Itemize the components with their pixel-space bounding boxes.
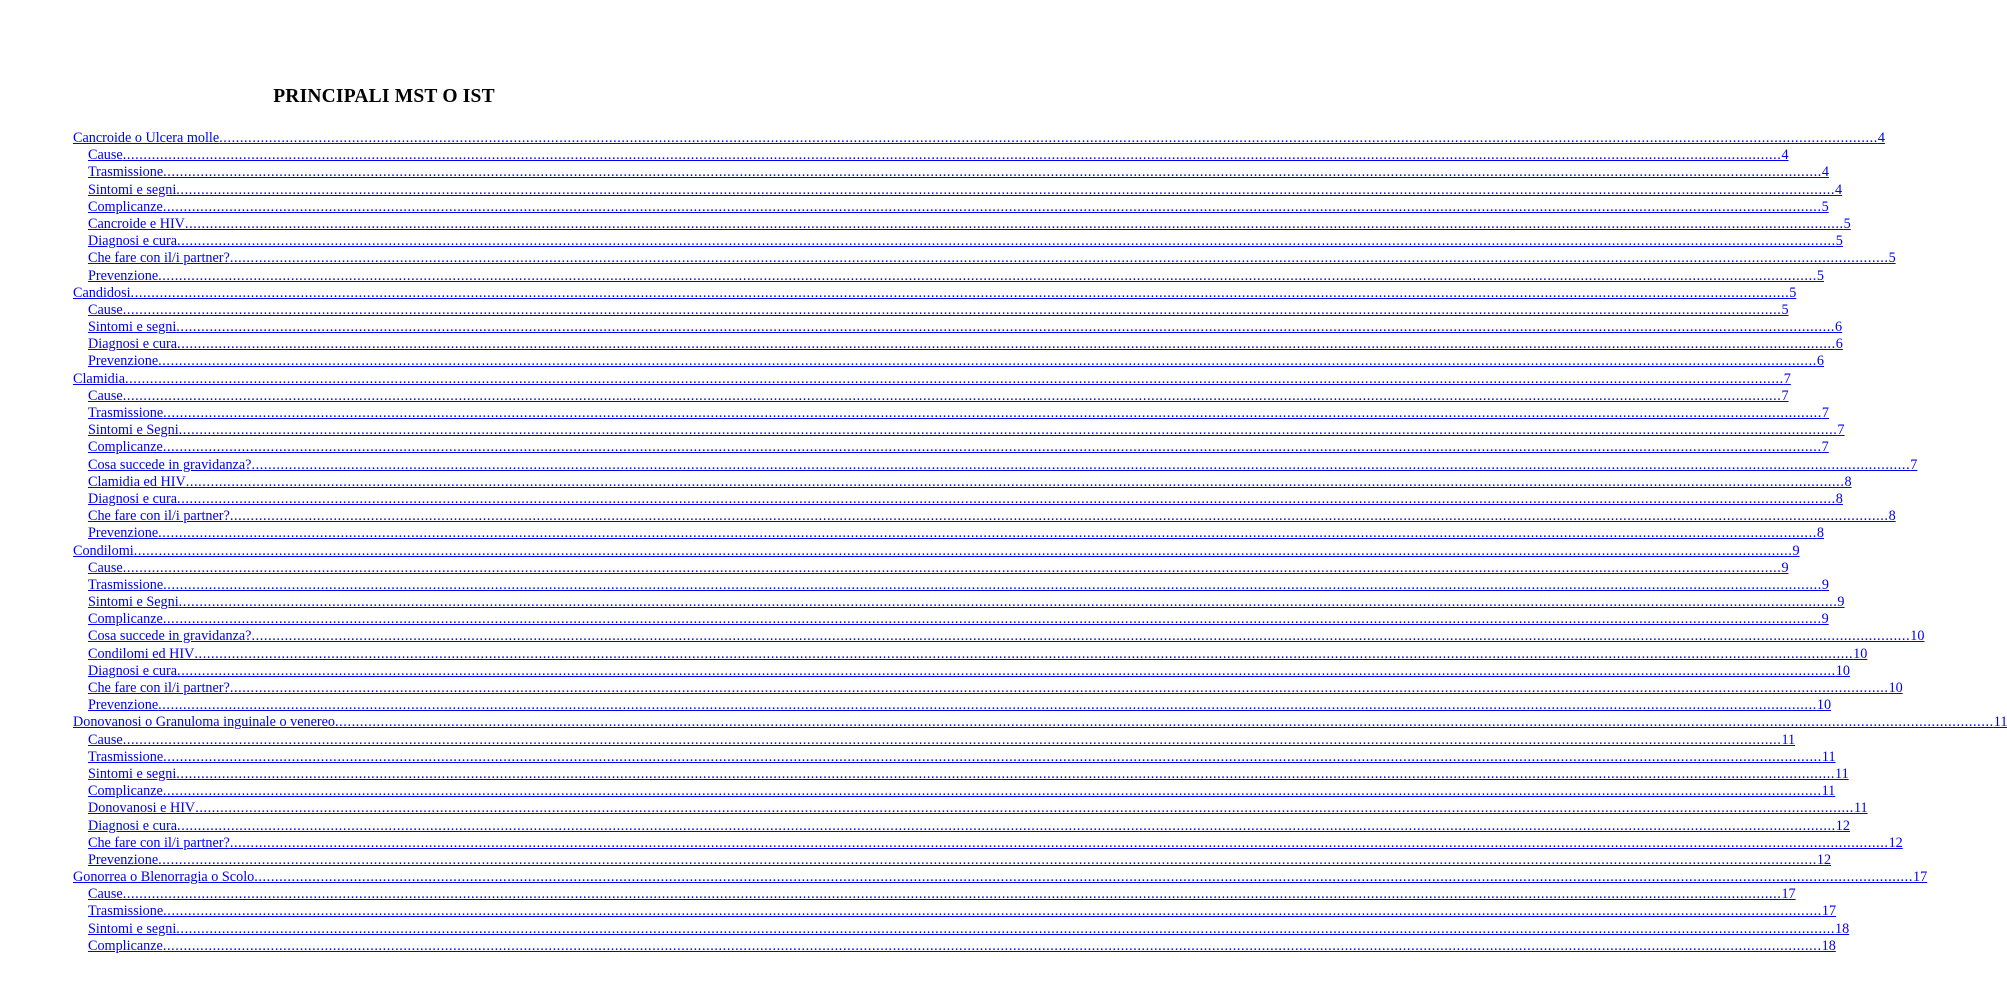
toc-page-number: 7 xyxy=(1783,370,1791,387)
toc-dot-leader: ................................................................................................................................................................................................................................................................................................................................................................................................................ xyxy=(178,422,1838,439)
toc-page-number: 5 xyxy=(1789,284,1797,301)
toc-section-link[interactable] xyxy=(73,834,1903,852)
toc-page-number: 8 xyxy=(1816,525,1824,542)
toc-page-number: 10 xyxy=(1853,645,1868,662)
toc-page-number: 9 xyxy=(1781,559,1789,576)
toc-section-link[interactable] xyxy=(73,920,1850,938)
toc-entry-label: Che fare con il/i partner? xyxy=(88,508,230,525)
toc-dot-leader: ................................................................................................................................................................................................................................................................................................................................................................................................................ xyxy=(177,662,1836,679)
toc-entry-label: Cancroide e HIV xyxy=(88,215,185,232)
toc-dot-leader: ................................................................................................................................................................................................................................................................................................................................................................................................................ xyxy=(122,147,1782,164)
toc-entry-label: Cause xyxy=(88,387,123,404)
toc-page-number: 12 xyxy=(1835,817,1850,834)
toc-dot-leader: ................................................................................................................................................................................................................................................................................................................................................................................................................ xyxy=(251,628,1911,645)
toc-page-number: 9 xyxy=(1821,611,1829,628)
toc-entry-label: Sintomi e segni xyxy=(88,765,177,782)
toc-page-number: 11 xyxy=(1835,765,1849,782)
toc-section-link[interactable] xyxy=(73,886,1796,903)
toc-entry-label: Trasmissione xyxy=(88,576,164,593)
page-title: PRINCIPALI MST O IST xyxy=(273,86,495,107)
toc-dot-leader: ................................................................................................................................................................................................................................................................................................................................................................................................................ xyxy=(229,508,1889,525)
toc-page-number: 17 xyxy=(1781,886,1796,903)
toc-dot-leader: ................................................................................................................................................................................................................................................................................................................................................................................................................ xyxy=(176,920,1836,937)
toc-page-number: 18 xyxy=(1821,937,1836,954)
toc-dot-leader: ................................................................................................................................................................................................................................................................................................................................................................................................................ xyxy=(229,250,1889,267)
toc-section-link[interactable] xyxy=(73,250,1896,267)
toc-entry-label: Sintomi e segni xyxy=(88,920,177,937)
toc-entry-label: Che fare con il/i partner? xyxy=(88,250,230,267)
toc-chapter-link[interactable] xyxy=(73,542,1800,560)
toc-section-link[interactable] xyxy=(73,525,1824,542)
toc-page-number: 9 xyxy=(1821,576,1829,593)
toc-section-link[interactable] xyxy=(73,456,1918,474)
toc-dot-leader: ................................................................................................................................................................................................................................................................................................................................................................................................................ xyxy=(162,198,1822,215)
toc-page-number: 9 xyxy=(1792,542,1800,559)
toc-section-link[interactable] xyxy=(73,576,1829,594)
toc-entry-label: Cosa succede in gravidanza? xyxy=(88,456,252,473)
toc-entry-label: Prevenzione xyxy=(88,267,159,284)
toc-dot-leader: ................................................................................................................................................................................................................................................................................................................................................................................................................ xyxy=(229,834,1889,851)
toc-entry-label: Prevenzione xyxy=(88,525,159,542)
toc-section-link[interactable] xyxy=(73,903,1837,920)
toc-section-link[interactable] xyxy=(73,319,1843,336)
toc-dot-leader: ................................................................................................................................................................................................................................................................................................................................................................................................................ xyxy=(335,714,1994,731)
toc-section-link[interactable] xyxy=(73,748,1836,766)
toc-entry-label: Diagnosi e cura xyxy=(88,817,178,834)
toc-dot-leader: ................................................................................................................................................................................................................................................................................................................................................................................................................ xyxy=(158,353,1817,370)
toc-dot-leader: ................................................................................................................................................................................................................................................................................................................................................................................................................ xyxy=(122,559,1782,576)
toc-dot-leader: ................................................................................................................................................................................................................................................................................................................................................................................................................ xyxy=(163,164,1822,181)
toc-dot-leader: ................................................................................................................................................................................................................................................................................................................................................................................................................ xyxy=(130,284,1790,301)
toc-entry-label: Clamidia xyxy=(73,370,126,387)
toc-page-number: 7 xyxy=(1837,422,1845,439)
toc-section-link[interactable] xyxy=(73,697,1832,714)
toc-entry-label: Cause xyxy=(88,301,123,318)
toc-dot-leader: ................................................................................................................................................................................................................................................................................................................................................................................................................ xyxy=(158,851,1817,868)
toc-page-number: 10 xyxy=(1888,680,1903,696)
toc-dot-leader: ................................................................................................................................................................................................................................................................................................................................................................................................................ xyxy=(158,525,1817,542)
toc-dot-leader: ................................................................................................................................................................................................................................................................................................................................................................................................................ xyxy=(251,456,1911,473)
toc-page-number: 11 xyxy=(1853,800,1868,817)
toc-section-link[interactable] xyxy=(73,817,1850,835)
toc-entry-label: Cosa succede in gravidanza? xyxy=(88,628,252,645)
toc-entry-label: Diagnosi e cura xyxy=(88,233,178,250)
toc-page-number: 11 xyxy=(1781,731,1796,748)
toc-entry-label: Candidosi xyxy=(73,284,131,301)
toc-entry-label: Complicanze xyxy=(88,937,163,954)
toc-entry-label: Trasmissione xyxy=(88,903,164,920)
toc-entry-label: Trasmissione xyxy=(88,405,164,421)
toc-dot-leader: ................................................................................................................................................................................................................................................................................................................................................................................................................ xyxy=(158,267,1817,284)
toc-section-link[interactable] xyxy=(73,336,1843,353)
toc-chapter-link[interactable] xyxy=(73,130,1885,147)
toc-page-number: 8 xyxy=(1835,490,1843,507)
toc-entry-label: Sintomi e segni xyxy=(88,319,177,336)
toc-page-number: 4 xyxy=(1781,147,1789,164)
toc-entry-label: Donovanosi o Granuloma inguinale o venereo xyxy=(73,714,336,731)
toc-dot-leader: ................................................................................................................................................................................................................................................................................................................................................................................................................ xyxy=(162,937,1822,954)
toc-dot-leader: ................................................................................................................................................................................................................................................................................................................................................................................................................ xyxy=(125,370,1784,387)
toc-section-link[interactable] xyxy=(73,851,1832,869)
toc-entry-label: Complicanze xyxy=(88,439,163,456)
toc-entry-label: Cause xyxy=(88,886,123,903)
toc-section-link[interactable] xyxy=(73,765,1849,783)
toc-entry-label: Prevenzione xyxy=(88,697,159,714)
toc-page-number: 11 xyxy=(1821,748,1836,765)
toc-entry-label: Trasmissione xyxy=(88,164,164,181)
toc-entry-label: Sintomi e segni xyxy=(88,181,177,198)
toc-dot-leader: ................................................................................................................................................................................................................................................................................................................................................................................................................ xyxy=(195,800,1854,817)
toc-page-number: 5 xyxy=(1888,250,1896,267)
toc-page-number: 9 xyxy=(1837,594,1845,611)
toc-section-link[interactable] xyxy=(73,233,1843,250)
toc-section-link[interactable] xyxy=(73,267,1824,285)
toc-dot-leader: ................................................................................................................................................................................................................................................................................................................................................................................................................ xyxy=(158,697,1817,714)
toc-dot-leader: ................................................................................................................................................................................................................................................................................................................................................................................................................ xyxy=(163,748,1822,765)
toc-section-link[interactable] xyxy=(73,731,1796,749)
toc-entry-label: Cause xyxy=(88,559,123,576)
toc-entry-label: Cause xyxy=(88,731,123,748)
toc-dot-leader: ................................................................................................................................................................................................................................................................................................................................................................................................................ xyxy=(254,869,1913,886)
toc-section-link[interactable] xyxy=(73,405,1829,422)
toc-section-link[interactable] xyxy=(73,783,1836,800)
toc-entry-label: Che fare con il/i partner? xyxy=(88,834,230,851)
toc-page-number: 7 xyxy=(1821,405,1829,421)
toc-section-link[interactable] xyxy=(73,353,1824,370)
toc-section-link[interactable] xyxy=(73,198,1829,216)
toc-dot-leader: ................................................................................................................................................................................................................................................................................................................................................................................................................ xyxy=(185,473,1845,490)
toc-section-link[interactable] xyxy=(73,800,1868,817)
toc-dot-leader: ................................................................................................................................................................................................................................................................................................................................................................................................................ xyxy=(122,886,1782,903)
toc-dot-leader: ................................................................................................................................................................................................................................................................................................................................................................................................................ xyxy=(176,319,1836,336)
toc-page-number: 5 xyxy=(1821,198,1829,215)
toc-page-number: 17 xyxy=(1912,869,1928,886)
toc-dot-leader: ................................................................................................................................................................................................................................................................................................................................................................................................................ xyxy=(163,405,1822,421)
toc-dot-leader: ................................................................................................................................................................................................................................................................................................................................................................................................................ xyxy=(162,611,1822,628)
toc-page-number: 6 xyxy=(1816,353,1824,370)
toc-page-number: 6 xyxy=(1835,319,1843,336)
toc-dot-leader: ................................................................................................................................................................................................................................................................................................................................................................................................................ xyxy=(163,903,1822,920)
toc-page-number: 8 xyxy=(1888,508,1896,525)
toc-section-link[interactable] xyxy=(73,611,1829,628)
toc-chapter-link[interactable] xyxy=(73,869,1928,886)
toc-chapter-link[interactable] xyxy=(73,370,1791,388)
toc-entry-label: Condilomi xyxy=(73,542,134,559)
toc-section-link[interactable] xyxy=(73,559,1789,577)
toc-dot-leader: ................................................................................................................................................................................................................................................................................................................................................................................................................ xyxy=(177,817,1836,834)
toc-section-link[interactable] xyxy=(73,439,1829,456)
toc-section-link[interactable] xyxy=(73,662,1850,680)
toc-page-number: 5 xyxy=(1816,267,1824,284)
toc-dot-leader: ................................................................................................................................................................................................................................................................................................................................................................................................................ xyxy=(163,576,1822,593)
toc-entry-label: Gonorrea o Blenorragia o Scolo xyxy=(73,869,255,886)
toc-section-link[interactable] xyxy=(73,422,1845,439)
toc-entry-label: Sintomi e Segni xyxy=(88,594,179,611)
toc-dot-leader: ................................................................................................................................................................................................................................................................................................................................................................................................................ xyxy=(122,301,1782,318)
toc-dot-leader: ................................................................................................................................................................................................................................................................................................................................................................................................................ xyxy=(219,130,1878,146)
toc-section-link[interactable] xyxy=(73,645,1868,663)
toc-entry-label: Cause xyxy=(88,147,123,164)
toc-page-number: 7 xyxy=(1781,387,1789,404)
toc-entry-label: Complicanze xyxy=(88,198,163,215)
toc-entry-label: Clamidia ed HIV xyxy=(88,473,186,490)
toc-dot-leader: ................................................................................................................................................................................................................................................................................................................................................................................................................ xyxy=(176,181,1836,198)
toc-entry-label: Donovanosi e HIV xyxy=(88,800,196,817)
toc-page-number: 11 xyxy=(1821,783,1836,800)
toc-entry-label: Diagnosi e cura xyxy=(88,336,178,353)
toc-dot-leader: ................................................................................................................................................................................................................................................................................................................................................................................................................ xyxy=(162,783,1822,800)
toc-dot-leader: ................................................................................................................................................................................................................................................................................................................................................................................................................ xyxy=(176,765,1836,782)
toc-chapter-link[interactable] xyxy=(73,284,1797,302)
toc-page-number: 5 xyxy=(1843,215,1851,232)
toc-page-number: 11 xyxy=(1993,714,2007,731)
toc-section-link[interactable] xyxy=(73,473,1852,491)
toc-section-link[interactable] xyxy=(73,164,1829,181)
toc-entry-label: Prevenzione xyxy=(88,353,159,370)
toc-section-link[interactable] xyxy=(73,594,1845,611)
toc-section-link[interactable] xyxy=(73,937,1836,955)
toc-page-number: 17 xyxy=(1821,903,1837,920)
toc-section-link[interactable] xyxy=(73,680,1903,697)
toc-page-number: 10 xyxy=(1910,628,1925,645)
toc-section-link[interactable] xyxy=(73,628,1925,645)
toc-dot-leader: ................................................................................................................................................................................................................................................................................................................................................................................................................ xyxy=(194,645,1854,662)
toc-entry-label: Complicanze xyxy=(88,611,163,628)
toc-page-number: 8 xyxy=(1844,473,1852,490)
toc-entry-label: Diagnosi e cura xyxy=(88,662,178,679)
toc-entry-label: Complicanze xyxy=(88,783,163,800)
toc-dot-leader: ................................................................................................................................................................................................................................................................................................................................................................................................................ xyxy=(184,215,1844,232)
toc-page-number: 10 xyxy=(1816,697,1832,714)
toc-dot-leader: ................................................................................................................................................................................................................................................................................................................................................................................................................ xyxy=(177,336,1836,353)
toc-section-link[interactable] xyxy=(73,301,1789,319)
toc-page-number: 5 xyxy=(1835,233,1843,250)
toc-chapter-link[interactable] xyxy=(73,714,2007,731)
toc-section-link[interactable] xyxy=(73,147,1789,164)
toc-dot-leader: ................................................................................................................................................................................................................................................................................................................................................................................................................ xyxy=(122,387,1782,404)
toc-entry-label: Trasmissione xyxy=(88,748,164,765)
toc-page-number: 4 xyxy=(1821,164,1829,181)
toc-entry-label: Prevenzione xyxy=(88,851,159,868)
toc-page-number: 6 xyxy=(1835,336,1843,353)
toc-entry-label: Che fare con il/i partner? xyxy=(88,680,230,696)
toc-dot-leader: ................................................................................................................................................................................................................................................................................................................................................................................................................ xyxy=(177,490,1836,507)
toc-section-link[interactable] xyxy=(73,387,1789,405)
toc-entry-label: Diagnosi e cura xyxy=(88,490,178,507)
toc-dot-leader: ................................................................................................................................................................................................................................................................................................................................................................................................................ xyxy=(133,542,1793,559)
toc-page-number: 7 xyxy=(1821,439,1829,456)
toc-page-number: 7 xyxy=(1910,456,1918,473)
toc-page-number: 12 xyxy=(1888,834,1903,851)
toc-section-link[interactable] xyxy=(73,215,1851,233)
toc-dot-leader: ................................................................................................................................................................................................................................................................................................................................................................................................................ xyxy=(162,439,1822,456)
toc-section-link[interactable] xyxy=(73,508,1896,525)
toc-entry-label: Sintomi e Segni xyxy=(88,422,179,439)
toc-dot-leader: ................................................................................................................................................................................................................................................................................................................................................................................................................ xyxy=(229,680,1889,696)
toc-entry-label: Cancroide o Ulcera molle xyxy=(73,130,220,146)
toc-dot-leader: ................................................................................................................................................................................................................................................................................................................................................................................................................ xyxy=(177,233,1836,250)
toc-section-link[interactable] xyxy=(73,181,1843,199)
toc-section-link[interactable] xyxy=(73,490,1843,508)
toc-entry-label: Condilomi ed HIV xyxy=(88,645,195,662)
toc-dot-leader: ................................................................................................................................................................................................................................................................................................................................................................................................................ xyxy=(122,731,1782,748)
toc-page-number: 10 xyxy=(1835,662,1850,679)
toc-dot-leader: ................................................................................................................................................................................................................................................................................................................................................................................................................ xyxy=(178,594,1838,611)
table-of-contents xyxy=(73,130,2007,955)
toc-page-number: 4 xyxy=(1835,181,1843,198)
toc-page-number: 18 xyxy=(1835,920,1850,937)
toc-page-number: 5 xyxy=(1781,301,1789,318)
toc-page-number: 4 xyxy=(1877,130,1885,146)
toc-page-number: 12 xyxy=(1816,851,1832,868)
